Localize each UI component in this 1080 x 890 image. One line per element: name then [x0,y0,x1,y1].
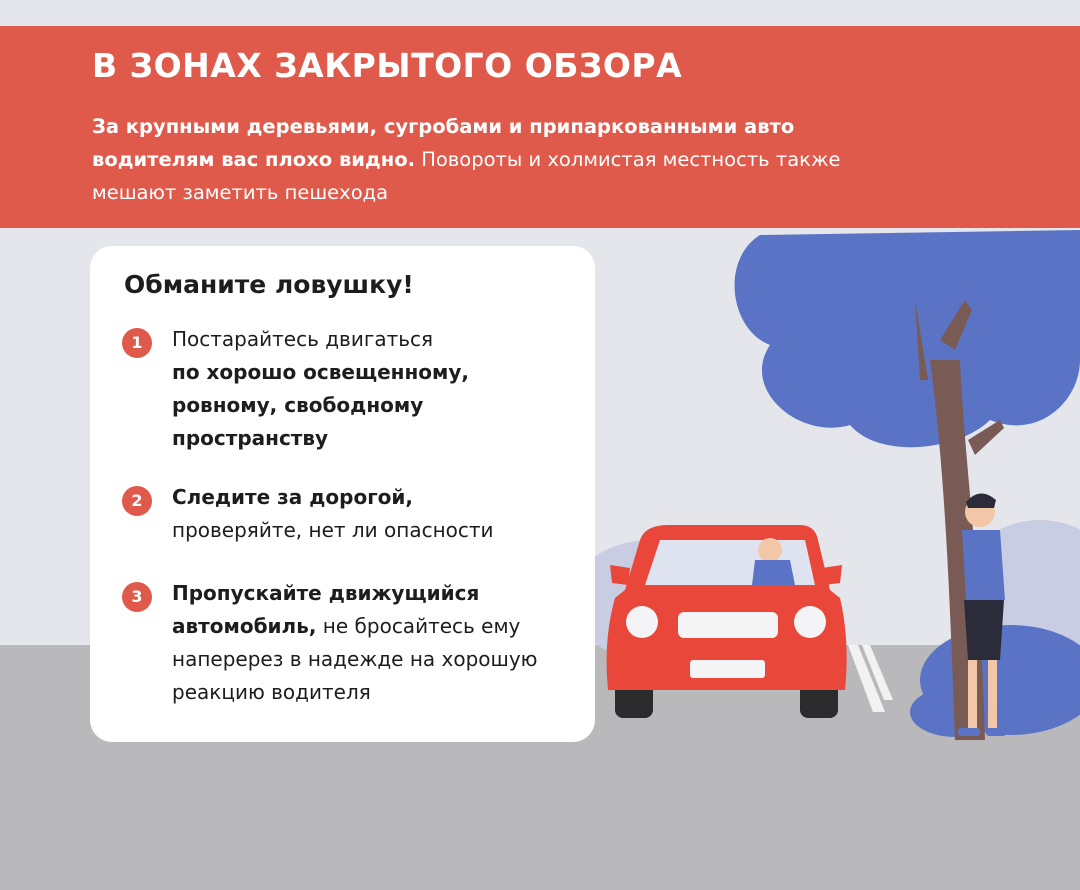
header-banner [0,26,1080,228]
tip-bold: Следите за дорогой, [172,485,414,509]
banner-subtitle-bold: За крупными деревьями, сугробами и припаркованными авто водителям вас плохо видно. [92,115,795,171]
tip-rest: проверяйте, нет ли опасности [172,518,494,542]
card-title: Обманите ловушку! [124,270,414,299]
car-illustration [607,525,847,718]
tip-text [172,577,572,709]
tip-lead: Постарайтесь двигаться [172,327,434,351]
banner-subtitle [92,110,912,209]
tip-number-badge: 1 [122,328,152,358]
tip-text [172,481,592,547]
tip-text [172,323,502,455]
banner-title: В ЗОНАХ ЗАКРЫТОГО ОБЗОРА [92,46,683,85]
tips-card [90,246,595,742]
tip-bold: по хорошо освещенному, ровному, свободному пространству [172,360,470,450]
tip-number-badge: 2 [122,486,152,516]
banner-subtitle-rest: Повороты и холмистая местность также мешают заметить пешехода [92,148,841,204]
tip-number-badge: 3 [122,582,152,612]
tip-bold: Пропускайте движущийся автомобиль, [172,581,480,638]
tip-rest: не бросайтесь ему наперерез в надежде на хорошую реакцию водителя [172,614,538,704]
